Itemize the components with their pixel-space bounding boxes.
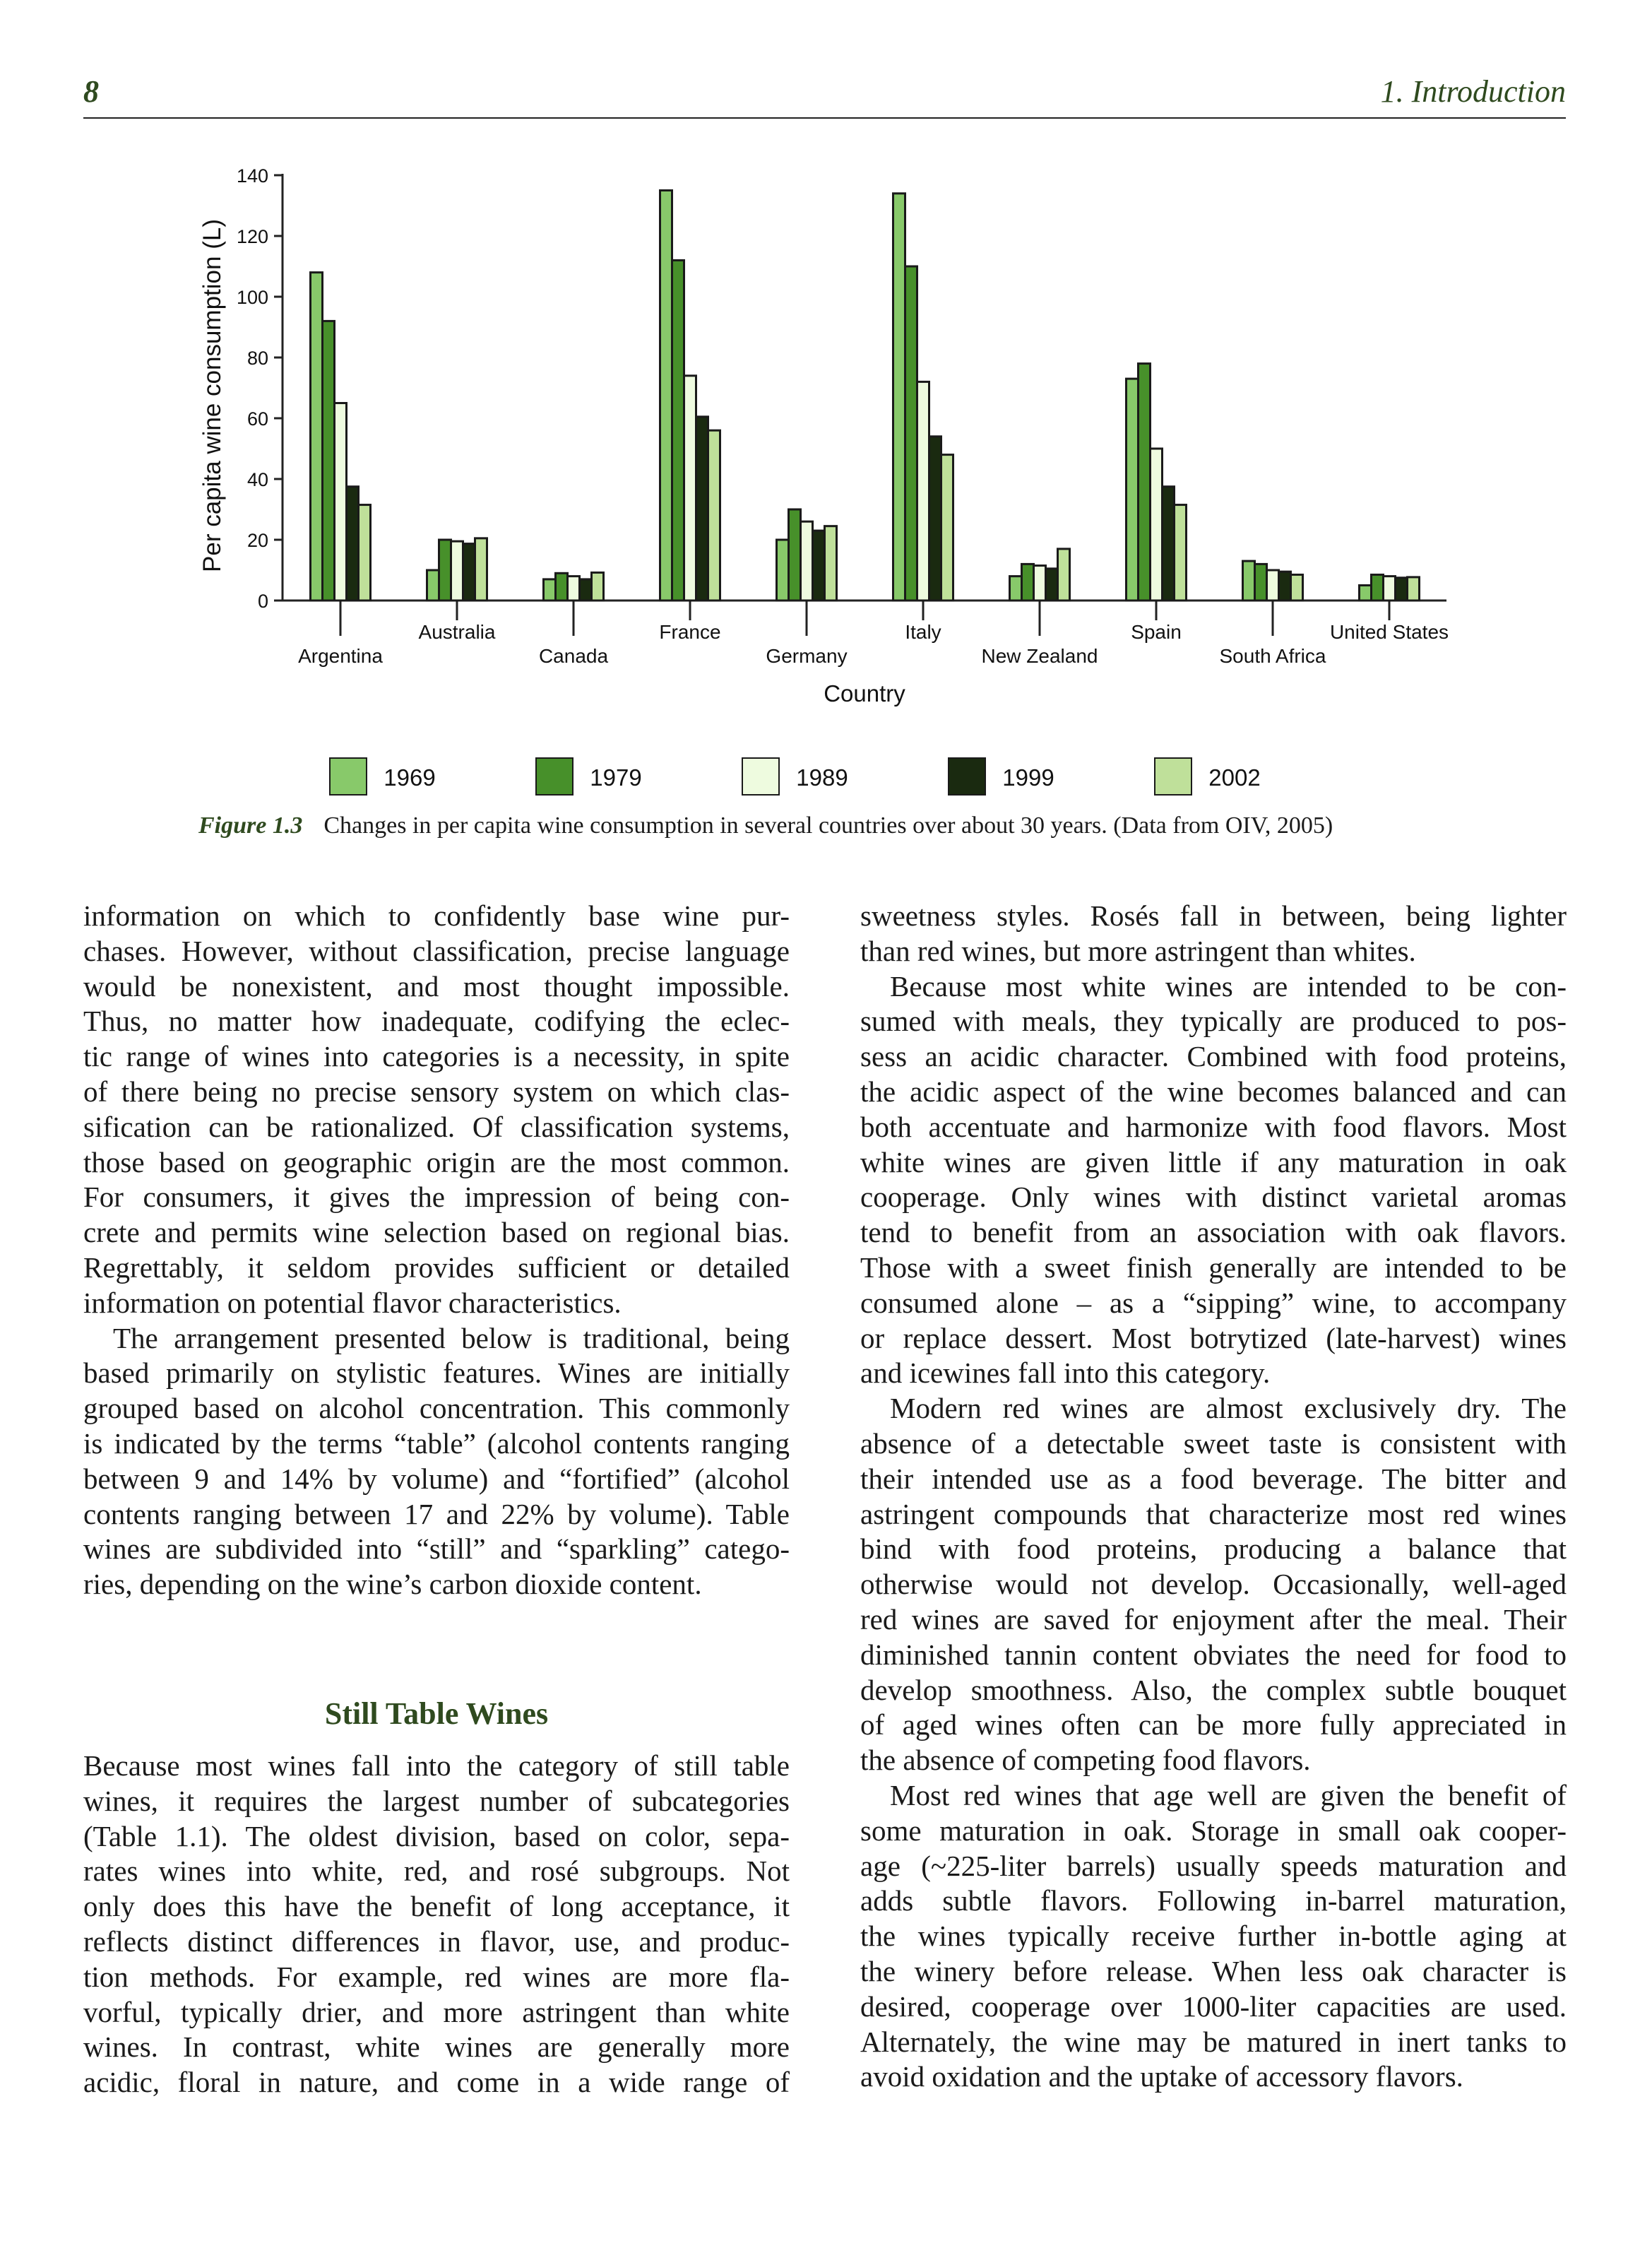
bar-australia-1979 [439, 540, 451, 601]
text-line: their intended use as a food beverage. The bitter and [860, 1462, 1567, 1495]
text-line: wines. In contrast, white wines are generally more [83, 2030, 790, 2064]
y-tick-label: 140 [236, 165, 268, 187]
bar-united-states-2002 [1408, 577, 1420, 601]
text-line: Because most white wines are intended to be con- [890, 969, 1567, 1003]
bar-germany-2002 [825, 526, 837, 601]
x-tick-label: United States [1329, 621, 1449, 643]
text-line: wines, it requires the largest number of subcategories [83, 1784, 790, 1817]
chapter-title: 1. Introduction [1380, 74, 1566, 109]
text-line: astringent compounds that characterize most red wines [860, 1497, 1567, 1530]
text-line: of there being no precise sensory system on which clas- [83, 1075, 790, 1108]
bar-australia-1969 [427, 570, 439, 601]
bar-australia-1999 [463, 544, 475, 601]
section-heading: Still Table Wines [324, 1696, 549, 1731]
y-tick-label: 100 [236, 287, 268, 308]
text-line: only does this have the benefit of long acceptance, it [83, 1890, 790, 1923]
bar-italy-1969 [893, 194, 905, 601]
text-line: contents ranging between 17 and 22% by volume). Table [83, 1497, 790, 1530]
legend-swatch-1979 [536, 758, 573, 795]
legend-label: 1999 [1002, 764, 1054, 791]
text-line: rates wines into white, red, and rosé subgroups. Not [83, 1855, 790, 1888]
text-line: (Table 1.1). The oldest division, based on color, sepa- [83, 1819, 790, 1852]
bar-united-states-1969 [1360, 586, 1372, 601]
text-line: tend to benefit from an association with oak flavors. [860, 1216, 1567, 1249]
text-line: The arrangement presented below is traditional, being [113, 1321, 790, 1354]
text-line: tic range of wines into categories is a necessity, in spite [83, 1040, 790, 1073]
text-line: reflects distinct differences in flavor, use, and produc- [83, 1924, 790, 1958]
legend-label: 2002 [1208, 764, 1261, 791]
legend-label: 1979 [590, 764, 642, 791]
text-line: vorful, typically drier, and more astringent than white [83, 1995, 790, 2028]
bar-argentina-1999 [347, 487, 359, 601]
right-column [860, 899, 1567, 2095]
text-line: consumed alone – as a “sipping” wine, to accompany [860, 1286, 1567, 1319]
bar-canada-2002 [592, 572, 604, 601]
bar-united-states-1999 [1396, 578, 1408, 601]
text-line: Alternately, the wine may be matured in inert tanks to [860, 2025, 1567, 2058]
bar-new-zealand-1989 [1034, 566, 1046, 601]
legend-label: 1969 [384, 764, 436, 791]
bar-new-zealand-1979 [1022, 564, 1034, 601]
bar-spain-1989 [1151, 449, 1163, 601]
bar-germany-1969 [777, 540, 789, 601]
text-line: is indicated by the terms “table” (alcohol contents ranging [83, 1426, 790, 1460]
text-line: cooperage. Only wines with distinct varietal aromas [860, 1181, 1567, 1214]
text-line: diminished tannin content obviates the need for food to [860, 1638, 1567, 1671]
left-column [83, 899, 790, 1602]
text-line: sess an acidic character. Combined with food proteins, [860, 1040, 1567, 1073]
bar-argentina-1989 [335, 403, 347, 601]
text-line: Most red wines that age well are given the benefit of [890, 1778, 1567, 1811]
bar-argentina-1979 [323, 321, 335, 601]
left-column-after-heading [83, 1749, 790, 2100]
bar-spain-1969 [1127, 379, 1139, 601]
text-line: white wines are given little if any maturation in oak [860, 1145, 1567, 1178]
text-line: would be nonexistent, and most thought impossible. [83, 969, 790, 1003]
text-line: based primarily on stylistic features. Wines are initially [83, 1356, 790, 1390]
bar-canada-1969 [544, 579, 556, 601]
y-tick-label: 80 [246, 348, 268, 369]
bar-italy-1979 [905, 266, 917, 601]
bar-france-1969 [660, 191, 672, 601]
bar-germany-1999 [813, 531, 825, 601]
bar-argentina-1969 [311, 273, 323, 601]
text-line: both accentuate and harmonize with food flavors. Most [860, 1110, 1567, 1143]
legend-swatch-1989 [742, 758, 779, 795]
text-line: some maturation in oak. Storage in small oak cooper- [860, 1814, 1567, 1847]
text-line: crete and permits wine selection based on regional bias. [83, 1216, 790, 1249]
text-line: or replace dessert. Most botrytized (late-harvest) wines [860, 1321, 1567, 1354]
text-line: tion methods. For example, red wines are more fla- [83, 1960, 790, 1993]
y-tick-label: 40 [246, 469, 268, 490]
text-line: adds subtle flavors. Following in-barrel maturation, [860, 1884, 1567, 1917]
text-line: otherwise would not develop. Occasionally, well-aged [860, 1568, 1567, 1601]
text-line: Because most wines fall into the category of still table [83, 1749, 790, 1782]
text-line: acidic, floral in nature, and come in a wide range of [83, 2066, 790, 2099]
y-tick-label: 20 [246, 530, 268, 551]
x-tick-label: Italy [905, 621, 941, 643]
bar-canada-1989 [568, 576, 580, 601]
bar-new-zealand-2002 [1058, 549, 1070, 601]
bar-france-1999 [696, 417, 708, 601]
text-line: grouped based on alcohol concentration. This commonly [83, 1392, 790, 1425]
text-line: than red wines, but more astringent than whites. [860, 934, 1416, 967]
bar-new-zealand-1999 [1046, 569, 1058, 601]
caption-text: Changes in per capita wine consumption in several countries over about 30 years. (Data from OIV, 2005) [323, 812, 1333, 839]
text-line: sweetness styles. Rosés fall in between, being lighter [860, 899, 1567, 932]
legend-swatch-1999 [949, 758, 985, 795]
x-axis-label: Country [824, 680, 905, 706]
text-line: chases. However, without classification, precise language [83, 934, 790, 967]
bar-south-africa-1999 [1279, 572, 1291, 601]
text-line: desired, cooperage over 1000-liter capacities are used. [860, 1989, 1567, 2023]
text-line: red wines are saved for enjoyment after the meal. Their [860, 1602, 1567, 1636]
bar-new-zealand-1969 [1010, 576, 1022, 601]
text-line: between 9 and 14% by volume) and “fortified” (alcohol [83, 1462, 790, 1495]
text-line: For consumers, it gives the impression of being con- [83, 1181, 790, 1214]
text-line: Those with a sweet finish generally are intended to be [860, 1250, 1567, 1284]
x-tick-label: New Zealand [981, 645, 1098, 667]
text-line: Thus, no matter how inadequate, codifying the eclec- [83, 1005, 790, 1038]
bar-spain-1999 [1163, 487, 1175, 601]
bar-canada-1979 [556, 573, 568, 601]
text-line: ries, depending on the wine’s carbon dioxide content. [83, 1568, 702, 1601]
y-tick-label: 120 [236, 226, 268, 247]
legend-label: 1989 [796, 764, 848, 791]
text-line: age (~225-liter barrels) usually speeds maturation and [860, 1849, 1567, 1882]
bar-france-2002 [708, 430, 720, 601]
x-tick-label: Canada [538, 645, 609, 667]
x-tick-label: Spain [1131, 621, 1182, 643]
x-tick-label: France [659, 621, 721, 643]
bar-south-africa-1969 [1243, 561, 1255, 601]
bar-germany-1989 [801, 521, 813, 601]
bar-italy-1999 [929, 437, 941, 601]
text-line: the winery before release. When less oak character is [860, 1954, 1567, 1987]
y-axis-label: Per capita wine consumption (L) [198, 219, 226, 572]
text-line: develop smoothness. Also, the complex subtle bouquet [860, 1673, 1567, 1706]
x-tick-label: Argentina [298, 645, 383, 667]
bar-chart [0, 0, 1652, 798]
bar-australia-2002 [475, 538, 487, 601]
text-line: of aged wines often can be more fully appreciated in [860, 1708, 1567, 1742]
text-line: Regrettably, it seldom provides sufficient or detailed [83, 1250, 790, 1284]
y-tick-label: 0 [257, 591, 268, 612]
text-line: those based on geographic origin are the most common. [83, 1145, 790, 1178]
bar-south-africa-2002 [1291, 574, 1303, 601]
text-line: information on potential flavor characteristics. [83, 1286, 622, 1319]
bar-south-africa-1989 [1267, 570, 1279, 601]
bar-spain-2002 [1175, 505, 1187, 601]
x-tick-label: South Africa [1219, 645, 1326, 667]
bar-canada-1999 [580, 579, 592, 601]
bar-france-1989 [684, 376, 696, 601]
text-line: the wines typically receive further in-bottle aging at [860, 1920, 1567, 1953]
text-line: sumed with meals, they typically are produced to pos- [860, 1005, 1567, 1038]
bars [311, 191, 1420, 601]
bar-france-1979 [672, 260, 684, 601]
text-line: wines are subdivided into “still” and “sparkling” catego- [83, 1532, 790, 1566]
x-tick-label: Germany [766, 645, 848, 667]
bar-australia-1989 [451, 541, 463, 601]
bar-united-states-1989 [1384, 576, 1396, 601]
text-line: sification can be rationalized. Of classification systems, [83, 1110, 790, 1143]
text-line: information on which to confidently base wine pur- [83, 899, 790, 932]
bar-germany-1979 [789, 509, 801, 601]
text-line: the acidic aspect of the wine becomes balanced and can [860, 1075, 1567, 1108]
x-tick-label: Australia [418, 621, 496, 643]
bar-spain-1979 [1139, 364, 1151, 601]
bar-united-states-1979 [1372, 574, 1384, 601]
text-line: absence of a detectable sweet taste is consistent with [860, 1426, 1567, 1460]
text-line: avoid oxidation and the uptake of accessory flavors. [860, 2060, 1463, 2093]
bar-south-africa-1979 [1255, 564, 1267, 601]
bar-argentina-2002 [359, 505, 371, 601]
legend-swatch-1969 [330, 758, 367, 795]
text-line: and icewines fall into this category. [860, 1356, 1271, 1390]
legend [330, 758, 1261, 795]
text-line: Modern red wines are almost exclusively dry. The [890, 1392, 1567, 1425]
y-tick-label: 60 [246, 408, 268, 430]
page-number: 8 [83, 74, 99, 109]
legend-swatch-2002 [1155, 758, 1192, 795]
figure-caption [198, 812, 1333, 839]
figure-label: Figure 1.3 [198, 812, 303, 839]
text-line: bind with food proteins, producing a balance that [860, 1532, 1567, 1566]
bar-italy-1989 [917, 382, 929, 601]
bar-italy-2002 [941, 455, 953, 601]
text-line: the absence of competing food flavors. [860, 1744, 1311, 1777]
